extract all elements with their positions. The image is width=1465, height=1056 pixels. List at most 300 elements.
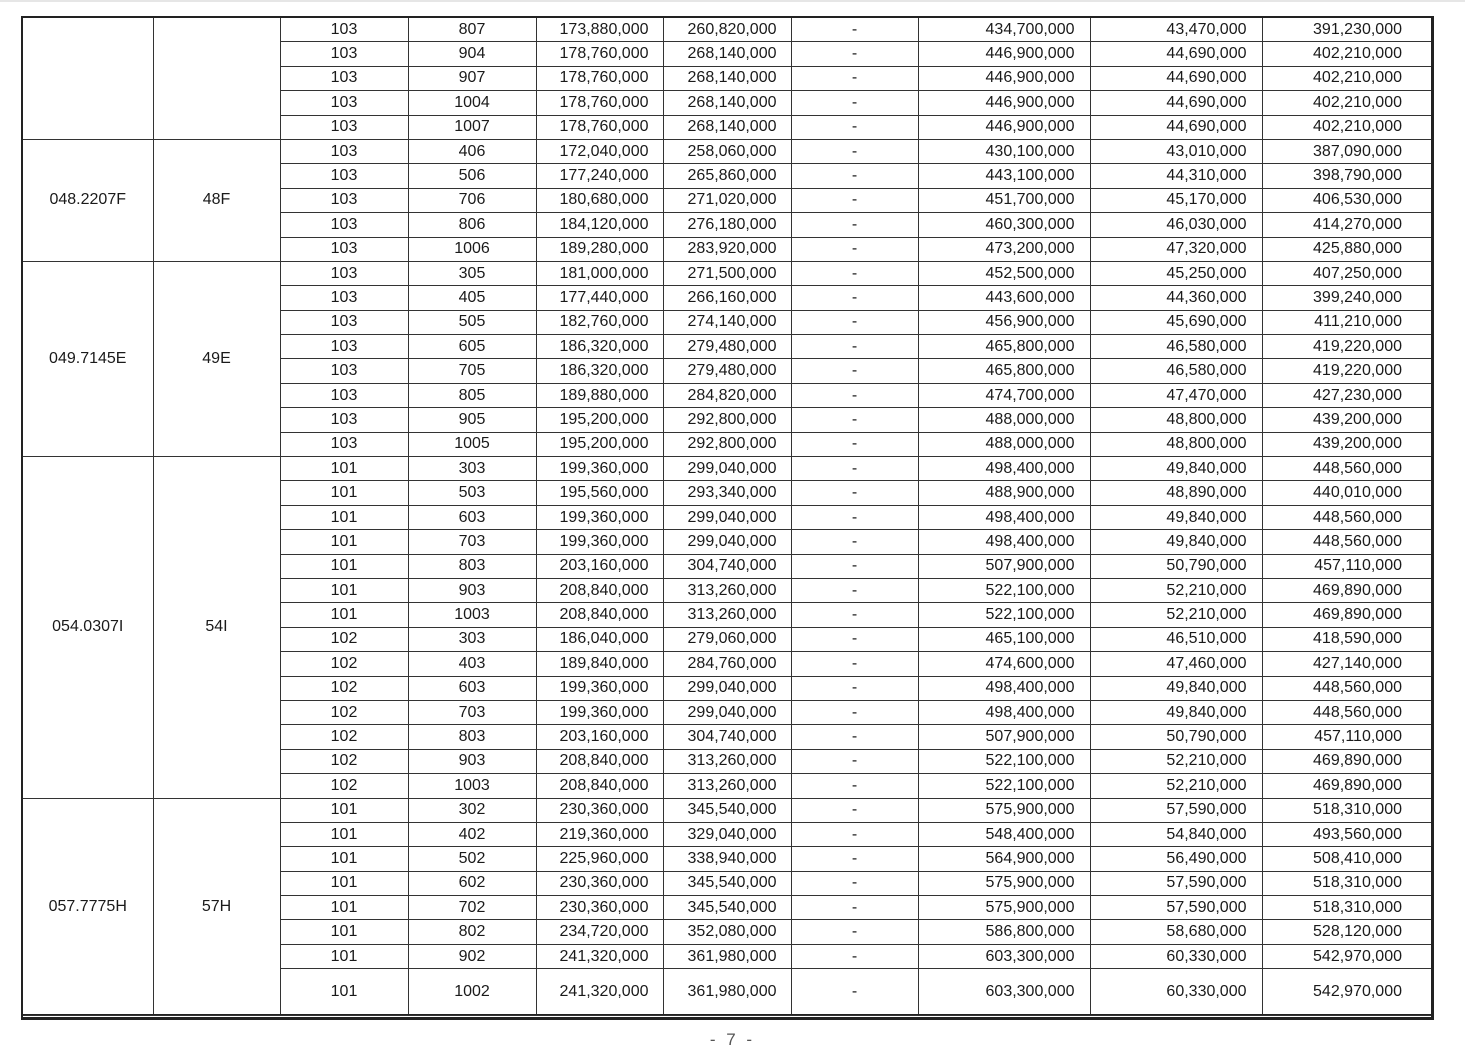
cell-deposit: 60,330,000: [1090, 944, 1262, 968]
cell-building-price: 304,740,000: [663, 725, 791, 749]
cell-vat: -: [791, 66, 918, 90]
cell-dong: 103: [280, 335, 408, 359]
cell-total-price: 522,100,000: [918, 578, 1090, 602]
cell-deposit: 49,840,000: [1090, 505, 1262, 529]
cell-balance: 419,220,000: [1262, 359, 1431, 383]
cell-balance: 448,560,000: [1262, 676, 1431, 700]
cell-dong: 102: [280, 676, 408, 700]
cell-building-price: 260,820,000: [663, 18, 791, 42]
cell-total-price: 498,400,000: [918, 676, 1090, 700]
cell-dong: 102: [280, 652, 408, 676]
cell-land-price: 184,120,000: [536, 213, 663, 237]
cell-dong: 103: [280, 432, 408, 456]
cell-total-price: 473,200,000: [918, 237, 1090, 261]
cell-deposit: 52,210,000: [1090, 603, 1262, 627]
cell-unit: 805: [408, 383, 536, 407]
cell-vat: -: [791, 603, 918, 627]
cell-unit: 803: [408, 725, 536, 749]
cell-dong: 101: [280, 920, 408, 944]
cell-deposit: 60,330,000: [1090, 969, 1262, 1016]
cell-deposit: 57,590,000: [1090, 896, 1262, 920]
cell-vat: -: [791, 725, 918, 749]
cell-total-price: 452,500,000: [918, 261, 1090, 285]
cell-dong: 103: [280, 383, 408, 407]
cell-total-price: 443,100,000: [918, 164, 1090, 188]
cell-dong: 101: [280, 457, 408, 481]
cell-building-price: 352,080,000: [663, 920, 791, 944]
cell-total-price: 474,700,000: [918, 383, 1090, 407]
cell-vat: -: [791, 286, 918, 310]
cell-building-price: 284,760,000: [663, 652, 791, 676]
cell-land-price: 177,240,000: [536, 164, 663, 188]
cell-deposit: 49,840,000: [1090, 700, 1262, 724]
cell-vat: -: [791, 18, 918, 42]
cell-balance: 448,560,000: [1262, 700, 1431, 724]
cell-total-price: 488,000,000: [918, 432, 1090, 456]
cell-unit: 702: [408, 896, 536, 920]
cell-deposit: 45,170,000: [1090, 188, 1262, 212]
cell-deposit: 45,690,000: [1090, 310, 1262, 334]
cell-total-price: 498,400,000: [918, 457, 1090, 481]
cell-building-price: 293,340,000: [663, 481, 791, 505]
cell-deposit: 50,790,000: [1090, 725, 1262, 749]
cell-balance: 407,250,000: [1262, 261, 1431, 285]
cell-land-price: 219,360,000: [536, 822, 663, 846]
cell-building-price: 276,180,000: [663, 213, 791, 237]
cell-deposit: 52,210,000: [1090, 578, 1262, 602]
cell-dong: 101: [280, 896, 408, 920]
cell-vat: -: [791, 42, 918, 66]
cell-building-price: 258,060,000: [663, 139, 791, 163]
cell-dong: 102: [280, 627, 408, 651]
cell-vat: -: [791, 798, 918, 822]
cell-vat: -: [791, 676, 918, 700]
cell-unit: 806: [408, 213, 536, 237]
cell-building-price: 266,160,000: [663, 286, 791, 310]
table-row: [23, 798, 1431, 822]
cell-land-price: 199,360,000: [536, 505, 663, 529]
cell-building-price: 313,260,000: [663, 749, 791, 773]
cell-total-price: 498,400,000: [918, 505, 1090, 529]
cell-total-price: 488,000,000: [918, 408, 1090, 432]
cell-building-price: 268,140,000: [663, 42, 791, 66]
cell-building-price: 338,940,000: [663, 847, 791, 871]
cell-dong: 103: [280, 261, 408, 285]
cell-deposit: 47,470,000: [1090, 383, 1262, 407]
cell-dong: 101: [280, 603, 408, 627]
cell-unit: 1003: [408, 603, 536, 627]
cell-building-price: 361,980,000: [663, 944, 791, 968]
cell-unit: 706: [408, 188, 536, 212]
cell-total-price: 460,300,000: [918, 213, 1090, 237]
cell-total-price: 522,100,000: [918, 603, 1090, 627]
cell-unit: 403: [408, 652, 536, 676]
cell-balance: 418,590,000: [1262, 627, 1431, 651]
cell-total-price: 564,900,000: [918, 847, 1090, 871]
cell-building-price: 283,920,000: [663, 237, 791, 261]
cell-dong: 102: [280, 725, 408, 749]
cell-land-price: 189,280,000: [536, 237, 663, 261]
cell-unit: 1004: [408, 91, 536, 115]
cell-deposit: 44,690,000: [1090, 115, 1262, 139]
cell-total-price: 548,400,000: [918, 822, 1090, 846]
cell-building-price: 345,540,000: [663, 896, 791, 920]
cell-dong: 103: [280, 359, 408, 383]
cell-balance: 440,010,000: [1262, 481, 1431, 505]
price-table-frame: [21, 16, 1434, 1020]
cell-unit: 502: [408, 847, 536, 871]
cell-land-price: 208,840,000: [536, 774, 663, 798]
cell-unit: 1006: [408, 237, 536, 261]
cell-total-price: 507,900,000: [918, 725, 1090, 749]
cell-unit: 1005: [408, 432, 536, 456]
cell-land-price: 172,040,000: [536, 139, 663, 163]
cell-vat: -: [791, 383, 918, 407]
cell-land-price: 199,360,000: [536, 530, 663, 554]
cell-balance: 542,970,000: [1262, 944, 1431, 968]
cell-deposit: 44,690,000: [1090, 66, 1262, 90]
cell-land-price: 180,680,000: [536, 188, 663, 212]
cell-deposit: 57,590,000: [1090, 798, 1262, 822]
cell-dong: 103: [280, 237, 408, 261]
cell-land-price: 178,760,000: [536, 115, 663, 139]
cell-dong: 103: [280, 213, 408, 237]
cell-balance: 448,560,000: [1262, 505, 1431, 529]
table-body: [23, 18, 1431, 1016]
cell-land-price: 189,880,000: [536, 383, 663, 407]
cell-balance: 448,560,000: [1262, 530, 1431, 554]
cell-deposit: 45,250,000: [1090, 261, 1262, 285]
cell-total-price: 456,900,000: [918, 310, 1090, 334]
cell-deposit: 48,800,000: [1090, 432, 1262, 456]
cell-unit: 402: [408, 822, 536, 846]
cell-vat: -: [791, 432, 918, 456]
cell-building-price: 299,040,000: [663, 700, 791, 724]
cell-land-price: 199,360,000: [536, 676, 663, 700]
cell-balance: 402,210,000: [1262, 115, 1431, 139]
cell-total-price: 446,900,000: [918, 66, 1090, 90]
cell-building-price: 268,140,000: [663, 115, 791, 139]
cell-type-code: 048.2207F: [23, 139, 153, 261]
cell-building-price: 299,040,000: [663, 530, 791, 554]
cell-vat: -: [791, 91, 918, 115]
cell-balance: 427,140,000: [1262, 652, 1431, 676]
cell-dong: 102: [280, 774, 408, 798]
cell-land-price: 186,040,000: [536, 627, 663, 651]
cell-vat: -: [791, 652, 918, 676]
cell-unit: 703: [408, 700, 536, 724]
cell-land-price: 208,840,000: [536, 578, 663, 602]
cell-building-price: 271,020,000: [663, 188, 791, 212]
table-row: [23, 139, 1431, 163]
cell-building-price: 292,800,000: [663, 408, 791, 432]
cell-balance: 469,890,000: [1262, 603, 1431, 627]
cell-vat: -: [791, 213, 918, 237]
cell-dong: 101: [280, 798, 408, 822]
cell-deposit: 43,470,000: [1090, 18, 1262, 42]
cell-building-price: 265,860,000: [663, 164, 791, 188]
cell-balance: 469,890,000: [1262, 749, 1431, 773]
cell-building-price: 284,820,000: [663, 383, 791, 407]
cell-unit: 905: [408, 408, 536, 432]
cell-land-price: 195,200,000: [536, 408, 663, 432]
cell-unit: 302: [408, 798, 536, 822]
cell-vat: -: [791, 749, 918, 773]
cell-type-code: 049.7145E: [23, 261, 153, 456]
cell-balance: 398,790,000: [1262, 164, 1431, 188]
cell-total-price: 434,700,000: [918, 18, 1090, 42]
cell-dong: 103: [280, 286, 408, 310]
cell-deposit: 52,210,000: [1090, 749, 1262, 773]
table-row: [23, 18, 1431, 42]
cell-dong: 103: [280, 42, 408, 66]
cell-building-price: 268,140,000: [663, 66, 791, 90]
cell-total-price: 575,900,000: [918, 871, 1090, 895]
cell-vat: -: [791, 578, 918, 602]
cell-unit: 602: [408, 871, 536, 895]
cell-balance: 518,310,000: [1262, 798, 1431, 822]
cell-unit: 405: [408, 286, 536, 310]
cell-total-price: 603,300,000: [918, 944, 1090, 968]
cell-balance: 402,210,000: [1262, 42, 1431, 66]
cell-total-price: 498,400,000: [918, 530, 1090, 554]
table-row: [23, 457, 1431, 481]
cell-type-name: 54I: [153, 457, 280, 798]
cell-building-price: 361,980,000: [663, 969, 791, 1016]
cell-dong: 103: [280, 188, 408, 212]
cell-dong: 103: [280, 408, 408, 432]
cell-unit: 802: [408, 920, 536, 944]
cell-vat: -: [791, 188, 918, 212]
cell-balance: 469,890,000: [1262, 578, 1431, 602]
cell-land-price: 178,760,000: [536, 66, 663, 90]
cell-deposit: 46,580,000: [1090, 335, 1262, 359]
cell-balance: 439,200,000: [1262, 408, 1431, 432]
cell-vat: -: [791, 700, 918, 724]
cell-deposit: 50,790,000: [1090, 554, 1262, 578]
cell-deposit: 48,890,000: [1090, 481, 1262, 505]
cell-vat: -: [791, 554, 918, 578]
cell-deposit: 54,840,000: [1090, 822, 1262, 846]
cell-land-price: 177,440,000: [536, 286, 663, 310]
cell-balance: 402,210,000: [1262, 91, 1431, 115]
cell-vat: -: [791, 481, 918, 505]
cell-total-price: 451,700,000: [918, 188, 1090, 212]
cell-total-price: 488,900,000: [918, 481, 1090, 505]
cell-vat: -: [791, 335, 918, 359]
cell-deposit: 46,580,000: [1090, 359, 1262, 383]
cell-total-price: 465,800,000: [918, 359, 1090, 383]
cell-building-price: 268,140,000: [663, 91, 791, 115]
cell-deposit: 47,460,000: [1090, 652, 1262, 676]
cell-building-price: 313,260,000: [663, 603, 791, 627]
cell-deposit: 43,010,000: [1090, 139, 1262, 163]
cell-balance: 419,220,000: [1262, 335, 1431, 359]
cell-dong: 101: [280, 822, 408, 846]
cell-balance: 425,880,000: [1262, 237, 1431, 261]
cell-dong: 101: [280, 944, 408, 968]
cell-vat: -: [791, 505, 918, 529]
cell-land-price: 203,160,000: [536, 725, 663, 749]
cell-vat: -: [791, 457, 918, 481]
cell-unit: 406: [408, 139, 536, 163]
cell-building-price: 329,040,000: [663, 822, 791, 846]
cell-balance: 387,090,000: [1262, 139, 1431, 163]
cell-land-price: 178,760,000: [536, 42, 663, 66]
cell-unit: 1003: [408, 774, 536, 798]
cell-land-price: 241,320,000: [536, 969, 663, 1016]
cell-total-price: 430,100,000: [918, 139, 1090, 163]
cell-balance: 457,110,000: [1262, 725, 1431, 749]
cell-vat: -: [791, 896, 918, 920]
cell-deposit: 46,510,000: [1090, 627, 1262, 651]
cell-unit: 807: [408, 18, 536, 42]
cell-dong: 103: [280, 115, 408, 139]
page-top-edge: [0, 0, 1465, 2]
cell-deposit: 49,840,000: [1090, 530, 1262, 554]
cell-vat: -: [791, 871, 918, 895]
page-number: - 7 -: [709, 1030, 756, 1049]
cell-total-price: 498,400,000: [918, 700, 1090, 724]
cell-dong: 103: [280, 66, 408, 90]
cell-unit: 705: [408, 359, 536, 383]
cell-vat: -: [791, 944, 918, 968]
cell-vat: -: [791, 164, 918, 188]
cell-total-price: 603,300,000: [918, 969, 1090, 1016]
cell-balance: 427,230,000: [1262, 383, 1431, 407]
cell-balance: 493,560,000: [1262, 822, 1431, 846]
cell-unit: 1002: [408, 969, 536, 1016]
cell-land-price: 186,320,000: [536, 335, 663, 359]
cell-dong: 103: [280, 310, 408, 334]
cell-dong: 102: [280, 700, 408, 724]
cell-type-name: 48F: [153, 139, 280, 261]
cell-balance: 528,120,000: [1262, 920, 1431, 944]
cell-dong: 103: [280, 18, 408, 42]
cell-vat: -: [791, 359, 918, 383]
cell-total-price: 575,900,000: [918, 798, 1090, 822]
cell-deposit: 46,030,000: [1090, 213, 1262, 237]
cell-vat: -: [791, 139, 918, 163]
table-row: [23, 261, 1431, 285]
cell-balance: 402,210,000: [1262, 66, 1431, 90]
cell-deposit: 44,690,000: [1090, 42, 1262, 66]
cell-land-price: 195,200,000: [536, 432, 663, 456]
cell-balance: 542,970,000: [1262, 969, 1431, 1016]
cell-deposit: 52,210,000: [1090, 774, 1262, 798]
cell-vat: -: [791, 408, 918, 432]
cell-total-price: 465,100,000: [918, 627, 1090, 651]
cell-total-price: 446,900,000: [918, 42, 1090, 66]
cell-balance: 439,200,000: [1262, 432, 1431, 456]
cell-type-name: [153, 18, 280, 139]
cell-building-price: 299,040,000: [663, 457, 791, 481]
cell-dong: 101: [280, 847, 408, 871]
cell-land-price: 186,320,000: [536, 359, 663, 383]
cell-building-price: 345,540,000: [663, 798, 791, 822]
cell-land-price: 241,320,000: [536, 944, 663, 968]
cell-total-price: 446,900,000: [918, 115, 1090, 139]
cell-balance: 399,240,000: [1262, 286, 1431, 310]
cell-land-price: 230,360,000: [536, 798, 663, 822]
cell-dong: 101: [280, 530, 408, 554]
cell-dong: 101: [280, 578, 408, 602]
cell-vat: -: [791, 920, 918, 944]
cell-land-price: 208,840,000: [536, 749, 663, 773]
cell-unit: 605: [408, 335, 536, 359]
cell-type-code: 054.0307I: [23, 457, 153, 798]
cell-balance: 469,890,000: [1262, 774, 1431, 798]
cell-building-price: 345,540,000: [663, 871, 791, 895]
cell-building-price: 313,260,000: [663, 578, 791, 602]
cell-land-price: 234,720,000: [536, 920, 663, 944]
cell-type-code: 057.7775H: [23, 798, 153, 1016]
cell-total-price: 586,800,000: [918, 920, 1090, 944]
cell-unit: 505: [408, 310, 536, 334]
cell-balance: 406,530,000: [1262, 188, 1431, 212]
cell-deposit: 56,490,000: [1090, 847, 1262, 871]
cell-vat: -: [791, 530, 918, 554]
cell-building-price: 279,060,000: [663, 627, 791, 651]
cell-dong: 101: [280, 871, 408, 895]
cell-total-price: 522,100,000: [918, 749, 1090, 773]
price-table: [23, 18, 1431, 1016]
cell-unit: 903: [408, 749, 536, 773]
cell-deposit: 44,690,000: [1090, 91, 1262, 115]
cell-land-price: 208,840,000: [536, 603, 663, 627]
cell-land-price: 195,560,000: [536, 481, 663, 505]
cell-unit: 305: [408, 261, 536, 285]
cell-deposit: 49,840,000: [1090, 457, 1262, 481]
cell-unit: 506: [408, 164, 536, 188]
cell-building-price: 299,040,000: [663, 505, 791, 529]
cell-vat: -: [791, 969, 918, 1016]
cell-total-price: 575,900,000: [918, 896, 1090, 920]
cell-type-name: 49E: [153, 261, 280, 456]
cell-unit: 703: [408, 530, 536, 554]
cell-dong: 101: [280, 505, 408, 529]
cell-building-price: 313,260,000: [663, 774, 791, 798]
cell-dong: 103: [280, 91, 408, 115]
cell-vat: -: [791, 115, 918, 139]
cell-unit: 903: [408, 578, 536, 602]
cell-building-price: 279,480,000: [663, 359, 791, 383]
cell-building-price: 274,140,000: [663, 310, 791, 334]
cell-dong: 103: [280, 139, 408, 163]
cell-dong: 103: [280, 164, 408, 188]
cell-land-price: 225,960,000: [536, 847, 663, 871]
cell-deposit: 58,680,000: [1090, 920, 1262, 944]
cell-land-price: 189,840,000: [536, 652, 663, 676]
cell-building-price: 292,800,000: [663, 432, 791, 456]
cell-total-price: 443,600,000: [918, 286, 1090, 310]
cell-balance: 508,410,000: [1262, 847, 1431, 871]
cell-balance: 414,270,000: [1262, 213, 1431, 237]
cell-total-price: 522,100,000: [918, 774, 1090, 798]
cell-vat: -: [791, 237, 918, 261]
cell-dong: 101: [280, 481, 408, 505]
cell-land-price: 181,000,000: [536, 261, 663, 285]
cell-unit: 603: [408, 505, 536, 529]
cell-land-price: 178,760,000: [536, 91, 663, 115]
cell-type-code: [23, 18, 153, 139]
cell-unit: 803: [408, 554, 536, 578]
cell-deposit: 57,590,000: [1090, 871, 1262, 895]
cell-vat: -: [791, 847, 918, 871]
cell-vat: -: [791, 310, 918, 334]
cell-balance: 411,210,000: [1262, 310, 1431, 334]
cell-deposit: 47,320,000: [1090, 237, 1262, 261]
